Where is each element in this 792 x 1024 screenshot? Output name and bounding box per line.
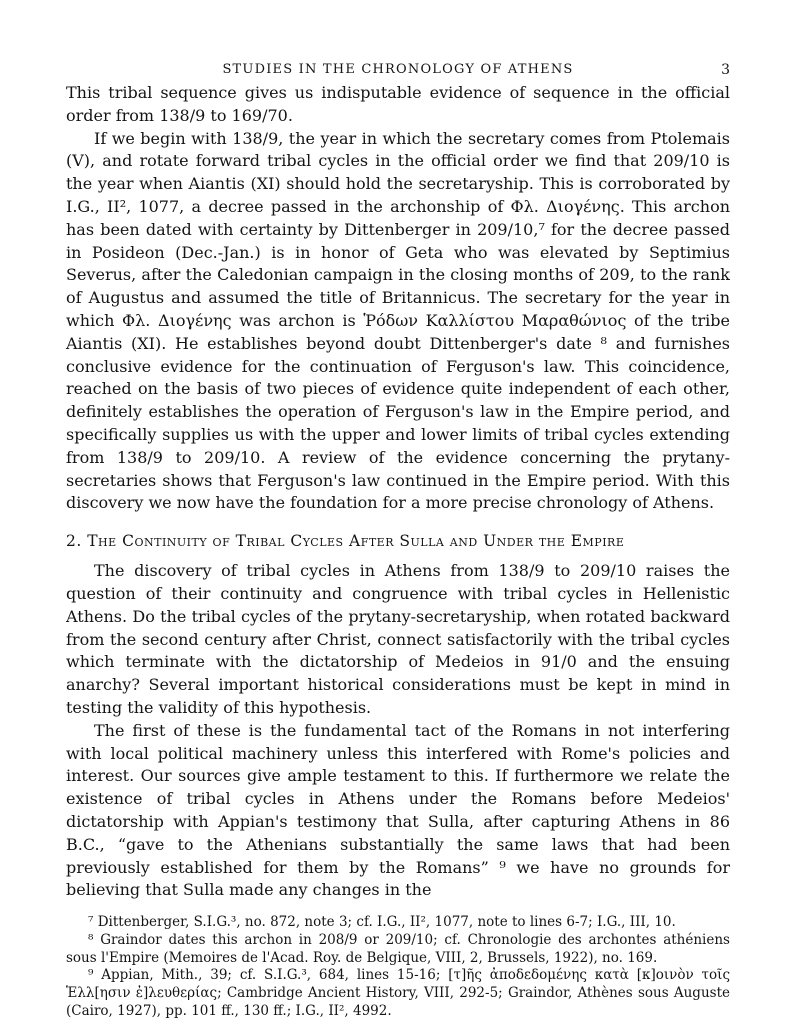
- paragraph-2: If we begin with 138/9, the year in which the secretary comes from Ptolemais (V), and rotate forward tribal cycles in the official order we find that 209/10 is the year when Aiantis (XI) should hold the secretaryship. This is corroborated by I.G., II², 1077, a decree passed in the archonship of Φλ. Διογένης. This archon has been dated with certainty by Dittenberger in 209/10,⁷ for the decree passed in Posideon (Dec.-Jan.) is in honor of Geta who was elevated by Septimius Severus, after the Caledonian campaign in the closing months of 209, to the rank of Augustus and assumed the title of Britannicus. The secretary for the year in which Φλ. Διογένης was archon is Ῥόδων Καλλίστου Μαραθώνιος of the tribe Aiantis (XI). He establishes beyond doubt Dittenberger's date ⁸ and furnishes conclusive evidence for the continuation of Ferguson's law. This coincidence, reached on the basis of two pieces of evidence quite independent of each other, definitely establishes the operation of Ferguson's law in the Empire period, and specifically supplies us with the upper and lower limits of tribal cycles extending from 138/9 to 209/10. A review of the evidence concerning the prytany-secretaries shows that Ferguson's law continued in the Empire period. With this discovery we now have the foundation for a more precise chronology of Athens.: [66, 128, 730, 513]
- paragraph-1: This tribal sequence gives us indisputable evidence of sequence in the official order from 138/9 to 169/70.: [66, 83, 730, 125]
- footnote-7: ⁷ Dittenberger, S.I.G.³, no. 872, note 3; cf. I.G., II², 1077, note to lines 6-7; I.G., III, 10.: [88, 914, 676, 931]
- footnote-8: ⁸ Graindor dates this archon in 208/9 or 209/10; cf. Chronologie des archontes athéniens sous l'Empire (Memoires de l'Acad. Roy. de Belgique, VIII, 2, Brussels, 1922), no. 169.: [66, 931, 730, 966]
- running-title: STUDIES IN THE CHRONOLOGY OF ATHENS: [222, 62, 574, 77]
- page-number: 3: [721, 62, 730, 78]
- running-head: [66, 60, 730, 82]
- section-paragraph-2: The first of these is the fundamental tact of the Romans in not interfering with local political machinery unless this interfered with Rome's policies and interest. Our sources give ample testament to this. If furthermore we relate the existence of tribal cycles in Athens under the Romans before Medeios' dictatorship with Appian's testimony that Sulla, after capturing Athens in 86 B.C., “gave to the Athenians substantially the same laws that had been previously established for them by the Romans” ⁹ we have no grounds for believing that Sulla made any changes in the: [66, 720, 730, 900]
- footnotes: [66, 914, 730, 1021]
- footnote-9: ⁹ Appian, Mith., 39; cf. S.I.G.³, 684, lines 15-16; [τ]ῆς ἀποδεδομένης κατὰ [κ]οινὸν τοῖς Ἑλλ[ησιν ἐ]λευθερίας; Cambridge Ancient History, VIII, 292-5; Graindor, Athènes sous Auguste (Cairo, 1927), pp. 101 ff., 130 ff.; I.G., II², 4992.: [66, 967, 730, 1020]
- section-heading: 2. The Continuity of Tribal Cycles After Sulla and Under the Empire: [66, 532, 625, 551]
- section-paragraph-1: The discovery of tribal cycles in Athens from 138/9 to 209/10 raises the question of their continuity and congruence with tribal cycles in Hellenistic Athens. Do the tribal cycles of the prytany-secretaryship, when rotated backward from the second century after Christ, connect satisfactorily with the tribal cycles which terminate with the dictatorship of Medeios in 91/0 and the ensuing anarchy? Several important historical considerations must be kept in mind in testing the validity of this hypothesis.: [66, 561, 730, 717]
- page: [66, 60, 730, 1021]
